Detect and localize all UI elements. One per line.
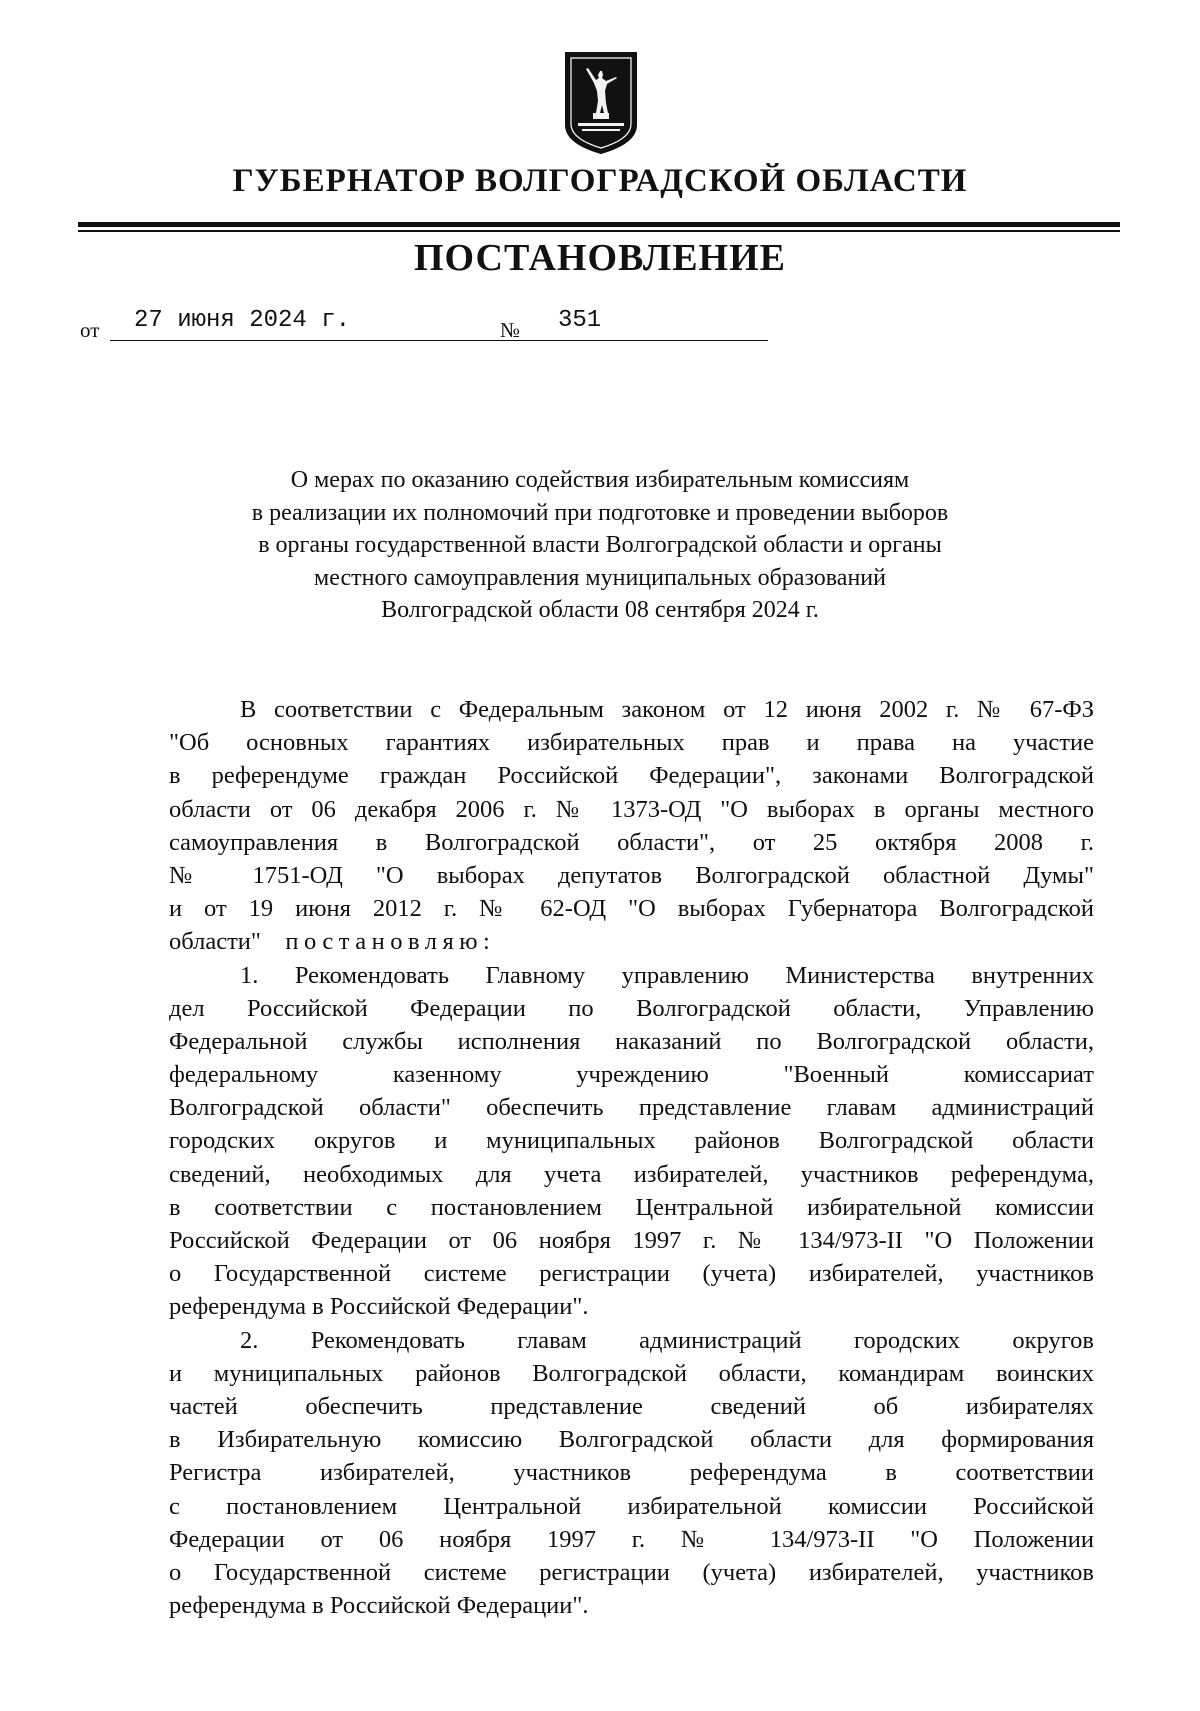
body-line: самоуправления в Волгоградской области", от 25 октября 2008 г.	[169, 828, 1094, 856]
title-line: Волгоградской области 08 сентября 2024 г.	[381, 597, 819, 623]
document-title	[150, 464, 1050, 627]
title-line: местного самоуправления муниципальных образований	[314, 564, 886, 591]
body-line: Волгоградской области" обеспечить представление главам администраций	[169, 1094, 1094, 1122]
body-line: с постановлением Центральной избирательной комиссии Российской	[169, 1492, 1094, 1520]
body-line: Регистра избирателей, участников референдума в соответствии	[169, 1459, 1094, 1487]
body-line: "Об основных гарантиях избирательных прав и права на участие	[169, 729, 1094, 757]
volgograd-coat-of-arms-icon	[564, 51, 638, 155]
resolve-word: постановляю:	[285, 928, 496, 956]
title-line: в реализации их полномочий при подготовке и проведении выборов	[251, 499, 949, 526]
header-rule-thick	[78, 222, 1120, 227]
date-prefix: от	[80, 318, 100, 342]
body-line-start: области"	[169, 928, 261, 956]
number-value: 351	[558, 307, 602, 334]
title-line: в органы государственной власти Волгоградской области и органы	[258, 532, 942, 558]
body-line: в соответствии с постановлением Центральной избирательной комиссии	[169, 1193, 1094, 1221]
body-line: референдума в Российской Федерации".	[169, 1293, 589, 1321]
document-body	[169, 693, 1094, 1622]
body-line: частей обеспечить представление сведений об избирателях	[169, 1392, 1094, 1420]
body-line: 2. Рекомендовать главам администраций городских округов	[240, 1326, 1094, 1354]
number-field	[528, 306, 768, 341]
body-line: в референдуме граждан Российской Федерации", законами Волгоградской	[169, 762, 1094, 790]
body-line: и муниципальных районов Волгоградской области, командирам воинских	[169, 1359, 1094, 1387]
body-line: сведений, необходимых для учета избирателей, участников референдума,	[169, 1160, 1094, 1188]
body-line: федеральному казенному учреждению "Военный комиссариат	[169, 1061, 1094, 1089]
date-field	[110, 306, 564, 341]
title-line: О мерах по оказанию содействия избирательным комиссиям	[290, 467, 910, 493]
body-line: и от 19 июня 2012 г. № 62-ОД "О выборах Губернатора Волгоградской	[169, 895, 1094, 923]
body-line: В соответствии с Федеральным законом от 12 июня 2002 г. № 67-ФЗ	[240, 696, 1094, 723]
body-line: о Государственной системе регистрации (учета) избирателей, участников	[169, 1558, 1094, 1586]
body-line: области от 06 декабря 2006 г. № 1373-ОД "О выборах в органы местного	[169, 795, 1094, 823]
document-type: ПОСТАНОВЛЕНИЕ	[413, 237, 787, 279]
number-prefix: №	[500, 318, 521, 342]
body-line: о Государственной системе регистрации (учета) избирателей, участников	[169, 1260, 1094, 1288]
body-line: референдума в Российской Федерации".	[169, 1592, 589, 1620]
body-line-resolves	[169, 925, 1094, 958]
body-line: 1. Рекомендовать Главному управлению Министерства внутренних	[240, 961, 1094, 989]
body-line: в Избирательную комиссию Волгоградской области для формирования	[169, 1426, 1094, 1454]
body-line: № 1751-ОД "О выборах депутатов Волгоградской областной Думы"	[169, 861, 1094, 889]
date-number-line	[80, 306, 780, 346]
body-line: Российской Федерации от 06 ноября 1997 г. № 134/973-II "О Положении	[169, 1227, 1094, 1254]
authority-name: ГУБЕРНАТОР ВОЛГОГРАДСКОЙ ОБЛАСТИ	[232, 163, 968, 199]
header-rule-thin	[78, 230, 1120, 232]
body-line: дел Российской Федерации по Волгоградской области, Управлению	[169, 994, 1094, 1022]
body-line: городских округов и муниципальных районов Волгоградской области	[169, 1127, 1094, 1155]
body-line: Федерации от 06 ноября 1997 г. № 134/973-II "О Положении	[169, 1525, 1094, 1553]
date-value: 27 июня 2024 г.	[134, 307, 351, 334]
body-line: Федеральной службы исполнения наказаний по Волгоградской области,	[169, 1027, 1094, 1055]
